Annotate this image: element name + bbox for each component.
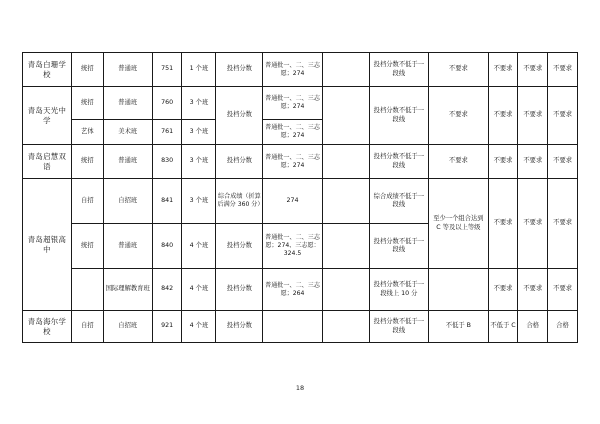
cell-plan: 3 个班 [182,120,216,145]
cell-subject-1: 不要求 [488,87,518,145]
cell-school: 青岛天光中学 [23,87,72,145]
cell-code: 840 [152,224,182,269]
cell-admission-type: 统招 [71,87,103,120]
page-number: 18 [295,384,305,392]
cell-class-name: 普通班 [103,224,152,269]
cell-subject-1: 不要求 [488,179,518,269]
cell-subject-2: 不要求 [518,53,548,87]
cell-subject-3: 合格 [548,311,578,343]
cell-subject-3: 不要求 [548,145,578,179]
cell-score-blank [322,269,369,311]
cell-code: 760 [152,87,182,120]
cell-requirement: 274 [263,179,323,224]
cell-requirement: 普通批一、二、三志愿；264 [263,269,323,311]
cell-class-name: 国际理解教育班 [103,269,152,311]
cell-code: 830 [152,145,182,179]
cell-school: 青岛超银高中 [23,179,72,311]
cell-extra: 至少一个组合达到 C 等及以上等级 [429,179,489,269]
cell-subject-1: 不要求 [488,53,518,87]
cell-code: 842 [152,269,182,311]
cell-code: 761 [152,120,182,145]
cell-note: 综合成绩不低于一段线 [369,179,429,224]
cell-note: 投档分数不低于一段线 [369,145,429,179]
cell-score-blank [322,87,369,145]
cell-mode: 投档分数 [216,87,263,145]
cell-note: 投档分数不低于一段线 [369,87,429,145]
cell-requirement: 普通批一、二、三志愿；274 [263,87,323,120]
cell-mode: 投档分数 [216,224,263,269]
cell-subject-1: 不要求 [488,145,518,179]
cell-class-name: 美术班 [103,120,152,145]
table-row [23,53,578,87]
cell-admission-type: 统招 [71,224,103,269]
cell-class-name: 普通班 [103,53,152,87]
cell-extra: 不要求 [429,53,489,87]
cell-requirement [263,311,323,343]
cell-extra: 不要求 [429,87,489,145]
cell-extra: 不低于 B [429,311,489,343]
cell-requirement: 普通批一、二、三志愿；274 [263,145,323,179]
cell-admission-type: 统招 [71,53,103,87]
cell-admission-type: 自招 [71,179,103,224]
cell-subject-3: 不要求 [548,87,578,145]
cell-subject-2: 不要求 [518,269,548,311]
cell-subject-2: 不要求 [518,87,548,145]
admission-table-container [22,52,578,343]
cell-note: 投档分数不低于一段线上 10 分 [369,269,429,311]
cell-subject-3: 不要求 [548,179,578,269]
cell-code: 841 [152,179,182,224]
cell-code: 751 [152,53,182,87]
cell-plan: 4 个班 [182,224,216,269]
cell-mode: 投档分数 [216,145,263,179]
cell-plan: 1 个班 [182,53,216,87]
cell-admission-type: 统招 [71,145,103,179]
cell-plan: 3 个班 [182,145,216,179]
cell-school: 青岛白珊学校 [23,53,72,87]
cell-admission-type: 自招 [71,311,103,343]
cell-mode: 投档分数 [216,53,263,87]
cell-plan: 3 个班 [182,179,216,224]
cell-score-blank [322,224,369,269]
cell-code: 921 [152,311,182,343]
cell-subject-1: 不要求 [488,269,518,311]
cell-admission-type: 艺体 [71,120,103,145]
cell-subject-2: 合格 [518,311,548,343]
table-row [23,311,578,343]
cell-subject-1: 不低于 C [488,311,518,343]
cell-requirement: 普通批一、二、三志愿；274 [263,120,323,145]
cell-mode: 投档分数 [216,269,263,311]
cell-note: 投档分数不低于一段线 [369,311,429,343]
cell-score-blank [322,145,369,179]
cell-mode: 投档分数 [216,311,263,343]
cell-extra: 不要求 [429,145,489,179]
cell-plan: 4 个班 [182,311,216,343]
cell-subject-2: 不要求 [518,179,548,269]
cell-subject-3: 不要求 [548,53,578,87]
cell-subject-2: 不要求 [518,145,548,179]
cell-school: 青岛海尔学校 [23,311,72,343]
cell-school: 青岛启慧双语 [23,145,72,179]
cell-score-blank [322,311,369,343]
cell-plan: 4 个班 [182,269,216,311]
cell-mode: 综合成绩（折算后满分 360 分） [216,179,263,224]
cell-score-blank [322,53,369,87]
cell-plan: 3 个班 [182,87,216,120]
cell-note: 投档分数不低于一段线 [369,224,429,269]
table-row [23,87,578,120]
admission-table [22,52,578,343]
cell-note: 投档分数不低于一段线 [369,53,429,87]
cell-extra-blank [429,269,489,311]
cell-class-name: 自招班 [103,311,152,343]
cell-subject-3: 不要求 [548,269,578,311]
cell-score-blank [322,179,369,224]
cell-requirement: 普通批一、二、三志愿；274 [263,53,323,87]
table-row [23,179,578,224]
cell-class-name: 普通班 [103,145,152,179]
table-row [23,269,578,311]
cell-class-name: 普通班 [103,87,152,120]
table-row [23,145,578,179]
cell-requirement: 普通批一、二、三志愿；274、三志愿：324.5 [263,224,323,269]
cell-class-name: 自招班 [103,179,152,224]
cell-admission-type [71,269,103,311]
